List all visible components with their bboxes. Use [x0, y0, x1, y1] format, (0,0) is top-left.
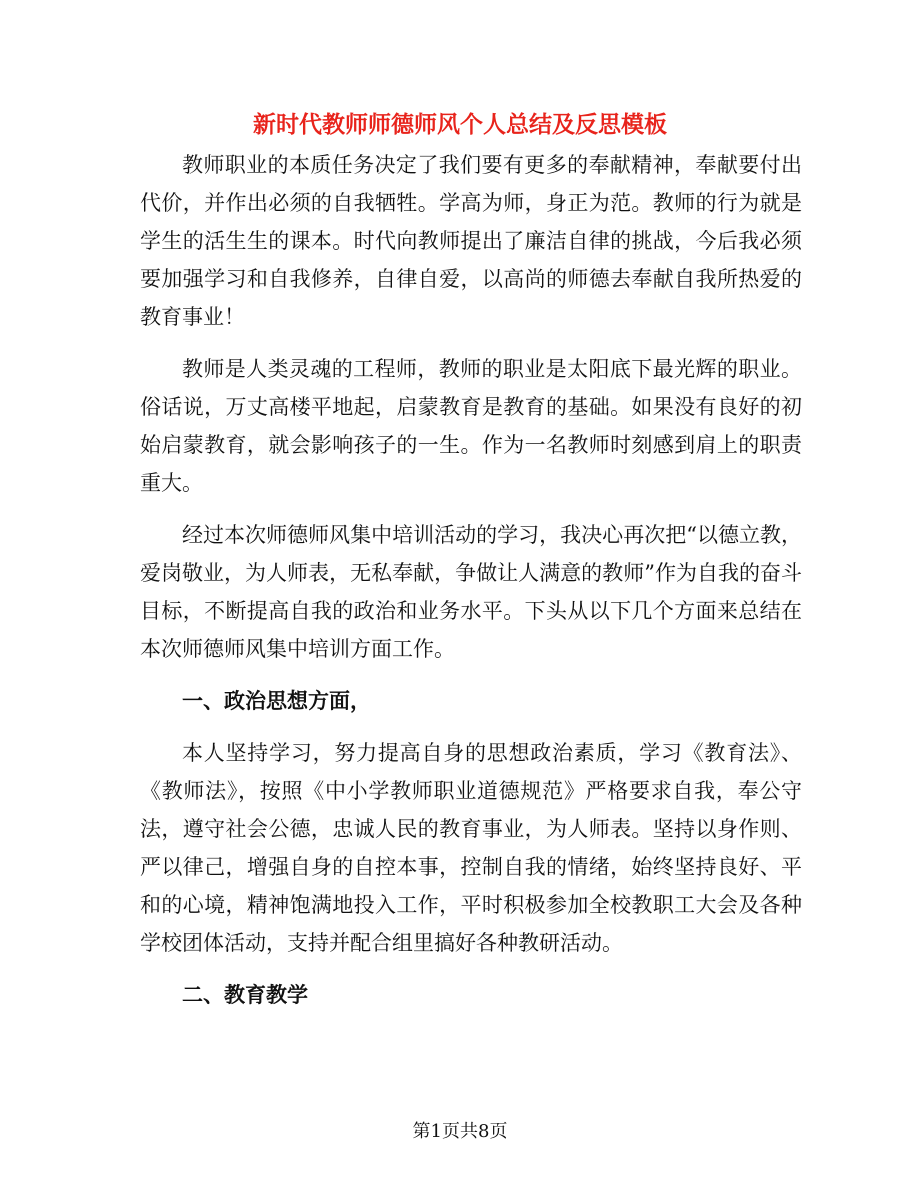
document-body	[140, 146, 802, 1028]
section-heading-teaching: 二、教育教学	[182, 982, 308, 1007]
document-title: 新时代教师师德师风个人总结及反思模板	[253, 111, 667, 138]
intro-paragraph-3: 经过本次师德师风集中培训活动的学习，我决心再次把“以德立教，爱岗敬业，为人师表，无私奉献，争做让人满意的教师”作为自我的奋斗目标，不断提高自我的政治和业务水平。下头从以下几个方面来总结在本次师德师风集中培训方面工作。	[140, 523, 802, 661]
section-paragraph-political: 本人坚持学习，努力提高自身的思想政治素质，学习《教育法》、《教师法》，按照《中小学教师职业道德规范》严格要求自我，奉公守法，遵守社会公德，忠诚人民的教育事业，为人师表。坚持以身作则、严以律己，增强自身的自控本事，控制自我的情绪，始终坚持良好、平和的心境，精神饱满地投入工作，平时积极参加全校教职工大会及各种学校团体活动，支持并配合组里搞好各种教研活动。	[140, 741, 802, 955]
intro-paragraph-2: 教师是人类灵魂的工程师，教师的职业是太阳底下最光辉的职业。俗话说，万丈高楼平地起，启蒙教育是教育的基础。如果没有良好的初始启蒙教育，就会影响孩子的一生。作为一名教师时刻感到肩上的职责重大。	[140, 357, 802, 495]
page-number-footer: 第1页共8页	[412, 1121, 508, 1142]
section-heading-political: 一、政治思想方面，	[182, 688, 371, 713]
intro-paragraph-1: 教师职业的本质任务决定了我们要有更多的奉献精神，奉献要付出代价，并作出必须的自我牺牲。学高为师，身正为范。教师的行为就是学生的活生生的课本。时代向教师提出了廉洁自律的挑战，今后我必须要加强学习和自我修养，自律自爱，以高尚的师德去奉献自我所热爱的教育事业！	[140, 153, 802, 329]
